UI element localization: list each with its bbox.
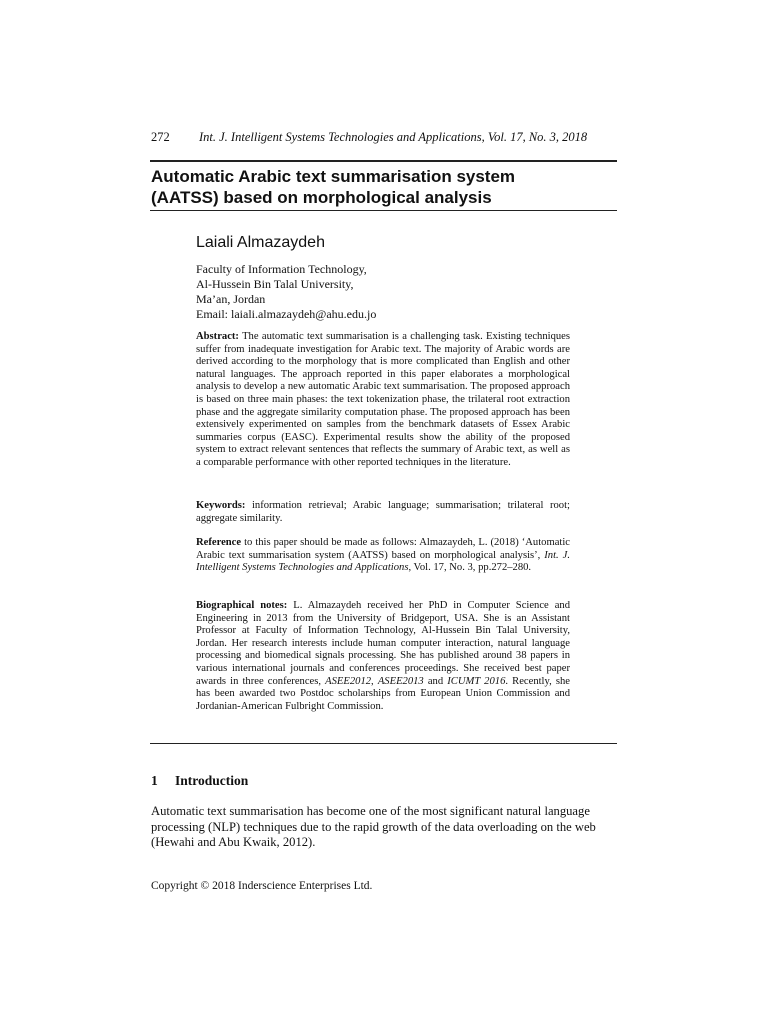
affiliation-line: Al-Hussein Bin Talal University, xyxy=(196,277,354,291)
biographical-notes xyxy=(196,600,570,713)
abstract-text: The automatic text summarisation is a challenging task. Existing techniques suffer from inadequate investigation for Arabic text. The majority of Arabic words are derived according to the morphology that is more complicated than English and other natural languages. The approach reported in this paper elaborates a morphological analysis to develop a new automatic Arabic text summarisation. The proposed approach is based on three main phases: the text tokenization phase, the trilateral root extraction phase and the aggregate similarity computation phase. The proposed approach has been extensively experimented on samples from the benchmark datasets of Essex Arabic summaries corpus (EASC). Experimental results show the ability of the proposed system to extract relevant sentences that reflects the summary of Arabic text, as well as a comparable performance with other reported techniques in the literature. xyxy=(196,331,570,468)
bio-conference: ASEE2013 xyxy=(377,675,424,687)
keywords-label: Keywords: xyxy=(196,500,246,511)
author-email[interactable]: Email: laiali.almazaydeh@ahu.edu.jo xyxy=(196,307,377,321)
bio-conference: ASEE2012 xyxy=(325,675,372,687)
paper-title xyxy=(151,166,617,208)
title-rule xyxy=(150,210,617,211)
bio-separator: , xyxy=(371,675,378,687)
reference-label: Reference xyxy=(196,537,242,548)
reference-text-end: , Vol. 17, No. 3, pp.272–280. xyxy=(408,562,532,574)
copyright-notice: Copyright © 2018 Inderscience Enterprises Ltd. xyxy=(151,880,373,892)
title-line: Automatic Arabic text summarisation system xyxy=(151,167,516,186)
section-heading xyxy=(151,773,248,789)
top-rule xyxy=(150,160,617,162)
section-title: Introduction xyxy=(175,773,249,788)
bio-conference: ICUMT 2016 xyxy=(447,675,506,687)
affiliation-line: Faculty of Information Technology, xyxy=(196,262,367,276)
abstract-label: Abstract: xyxy=(196,331,239,342)
abstract xyxy=(196,331,570,470)
author-affiliation xyxy=(196,262,616,322)
reference xyxy=(196,537,570,575)
bio-separator: and xyxy=(423,675,448,687)
journal-citation: Int. J. Intelligent Systems Technologies and Applications, Vol. 17, No. 3, 2018 xyxy=(199,130,588,144)
keywords xyxy=(196,500,570,525)
keywords-text: information retrieval; Arabic language; summarisation; trilateral root; aggregate similarity. xyxy=(196,500,570,524)
bio-text-end: . Recently, she has been awarded two Postdoc scholarships from European Union Commission and Jordanian-American Fulbright Commission. xyxy=(196,675,571,712)
running-head xyxy=(151,130,617,145)
section-number: 1 xyxy=(151,773,158,788)
abstract-bottom-rule xyxy=(150,743,617,744)
author-name: Laiali Almazaydeh xyxy=(196,234,325,251)
page-number: 272 xyxy=(151,130,170,144)
intro-paragraph: Automatic text summarisation has become one of the most significant natural language processing (NLP) techniques due to the rapid growth of the data overloading on the web (Hewahi and Abu Kwaik, 2012). xyxy=(151,804,596,849)
title-line: (AATSS) based on morphological analysis xyxy=(151,188,492,207)
affiliation-line: Ma’an, Jordan xyxy=(196,292,266,306)
reference-journal: Int. J. Intelligent Systems Technologies and Applications xyxy=(196,549,570,574)
reference-text: to this paper should be made as follows: Almazaydeh, L. (2018) ‘Automatic Arabic text summarisation system (AATSS) based on morphological analysis’, xyxy=(196,537,570,561)
bio-label: Biographical notes: xyxy=(196,600,288,611)
bio-text: L. Almazaydeh received her PhD in Computer Science and Engineering in 2013 from the University of Bridgeport, USA. She is an Assistant Professor at Faculty of Information Technology, Al-Hussein Bin Talal University, Jordan. Her research interests include human computer interaction, natural language processing and biomedical signals processing. She has published around 38 papers in various international journals and conferences proceedings. She received best paper awards in three conferences, xyxy=(196,600,570,687)
